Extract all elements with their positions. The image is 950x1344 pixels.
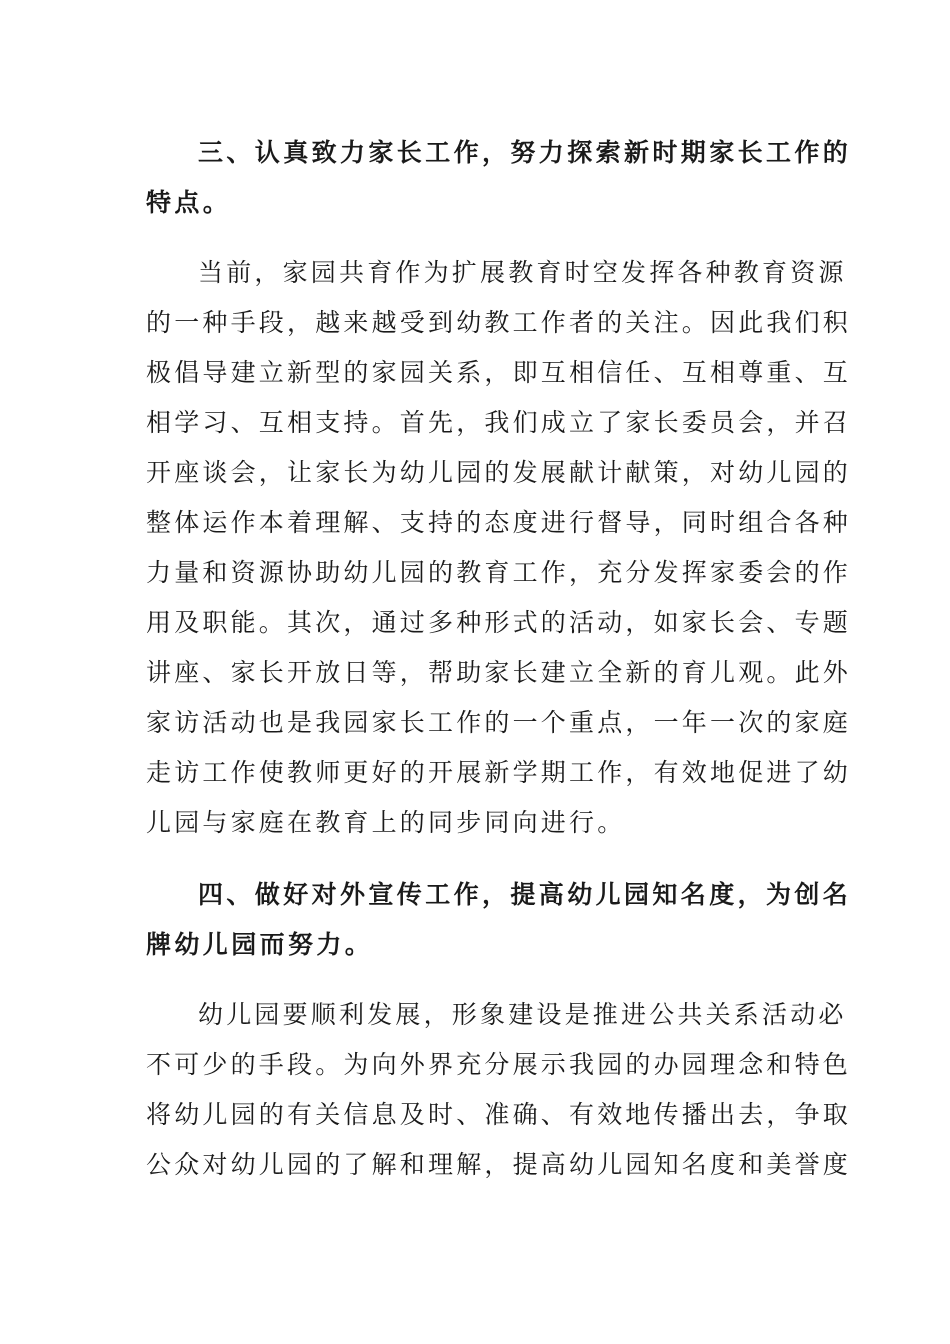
heading-line: 特点。 [146,188,232,217]
paragraph-line: 当前，家园共育作为扩展教育时空发挥各种教育资源 [198,258,847,287]
section-3-heading [146,128,852,228]
paragraph-line: 开座谈会，让家长为幼儿园的发展献计献策，对幼儿园的 [146,458,852,487]
paragraph-line: 不可少的手段。为向外界充分展示我园的办园理念和特色 [146,1050,852,1079]
paragraph-line: 极倡导建立新型的家园关系，即互相信任、互相尊重、互 [146,358,852,387]
paragraph-line: 相学习、互相支持。首先，我们成立了家长委员会，并召 [146,408,852,437]
paragraph-line: 幼儿园要顺利发展，形象建设是推进公共关系活动必 [198,1000,847,1029]
paragraph-line: 用及职能。其次，通过多种形式的活动，如家长会、专题 [146,608,852,637]
paragraph-line: 家访活动也是我园家长工作的一个重点，一年一次的家庭 [146,708,852,737]
paragraph-line: 将幼儿园的有关信息及时、准确、有效地传播出去，争取 [146,1100,852,1129]
section-4-paragraph [146,990,852,1190]
paragraph-line: 公众对幼儿园的了解和理解，提高幼儿园知名度和美誉度 [146,1150,852,1179]
section-4-heading [146,870,852,970]
heading-line: 四、做好对外宣传工作，提高幼儿园知名度，为创名 [198,880,852,909]
section-3-paragraph [146,248,852,848]
heading-line: 三、认真致力家长工作，努力探索新时期家长工作的 [198,138,852,167]
heading-line: 牌幼儿园而努力。 [146,930,374,959]
paragraph-line: 讲座、家长开放日等，帮助家长建立全新的育儿观。此外 [146,658,852,687]
paragraph-line: 儿园与家庭在教育上的同步同向进行。 [146,808,626,837]
paragraph-line: 力量和资源协助幼儿园的教育工作，充分发挥家委会的作 [146,558,852,587]
paragraph-line: 走访工作使教师更好的开展新学期工作，有效地促进了幼 [146,758,852,787]
paragraph-line: 整体运作本着理解、支持的态度进行督导，同时组合各种 [146,508,852,537]
paragraph-line: 的一种手段，越来越受到幼教工作者的关注。因此我们积 [146,308,852,337]
